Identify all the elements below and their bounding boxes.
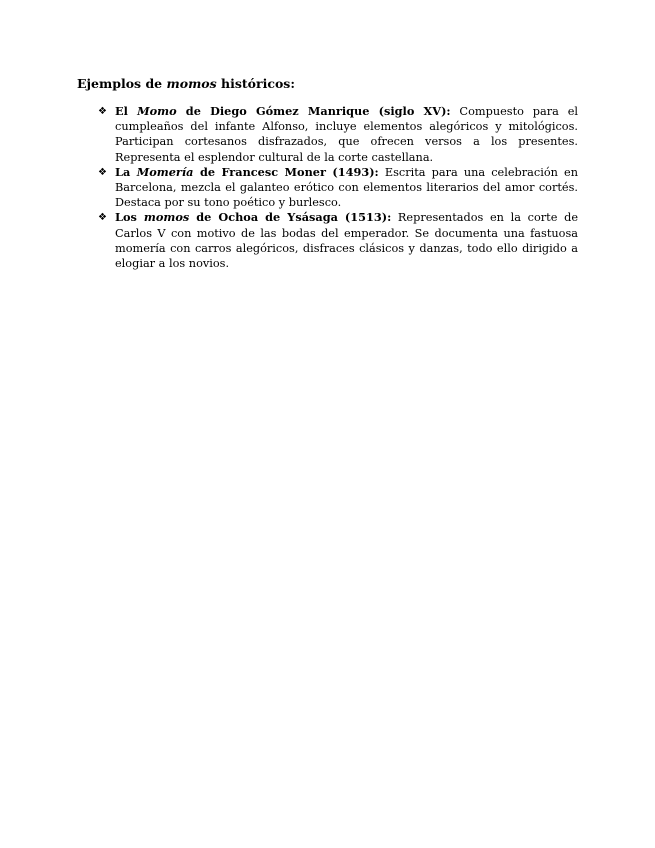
list-item	[98, 210, 578, 271]
item-lead-italic: Momería	[136, 164, 194, 179]
item-lead-before: Los	[115, 210, 144, 225]
item-lead-italic: Momo	[137, 104, 177, 118]
examples-list	[98, 104, 578, 271]
item-lead-after: de Francesc Moner (1493):	[193, 164, 379, 179]
heading-text-before: Ejemplos de	[77, 76, 167, 91]
heading-text-italic: momos	[166, 76, 217, 91]
item-lead-before: El	[115, 104, 138, 118]
item-lead-before: La	[115, 164, 137, 179]
item-lead	[115, 210, 391, 224]
item-lead	[115, 165, 379, 179]
list-item	[98, 104, 578, 165]
item-lead	[115, 104, 451, 118]
item-lead-after: de Diego Gómez Manrique (siglo XV):	[176, 104, 451, 118]
item-lead-italic: momos	[143, 210, 190, 225]
section-heading	[77, 76, 295, 92]
diamond-bullet-icon: ❖	[98, 166, 107, 178]
diamond-bullet-icon: ❖	[98, 212, 107, 224]
item-body: Compuesto para el cumpleaños del infante Alfonso, incluye elementos alegóricos y mitológicos. Participan cortesanos disfrazados, que ofrecen versos a los presentes. Representa el esplendor cultural de la corte castellana.	[115, 105, 578, 164]
diamond-bullet-icon: ❖	[98, 106, 107, 117]
item-body: Representados en la corte de Carlos V con motivo de las bodas del emperador. Se documenta una fastuosa momería con carros alegóricos, disfraces clásicos y danzas, todo ello dirigido a elogiar a los novios.	[115, 211, 579, 271]
heading-text-after: históricos:	[216, 76, 295, 91]
list-item	[98, 165, 578, 211]
item-lead-after: de Ochoa de Ysásaga (1513):	[189, 210, 392, 225]
item-body: Escrita para una celebración en Barcelona, mezcla el galanteo erótico con elementos literarios del amor cortés. Destaca por su tono poético y burlesco.	[115, 165, 579, 210]
